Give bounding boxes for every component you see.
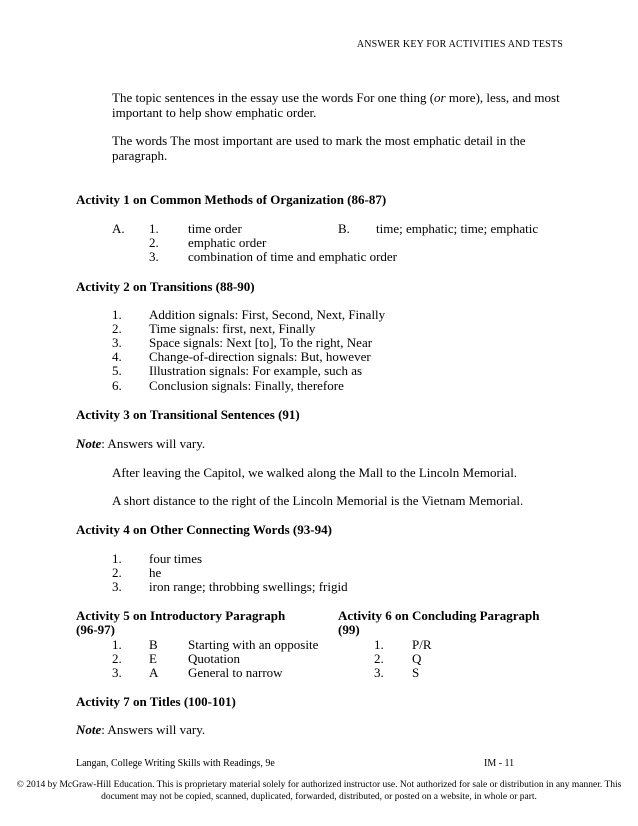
activity7-note	[76, 722, 205, 737]
footer-page-number: IM - 11	[484, 758, 515, 769]
activity3-heading: Activity 3 on Transitional Sentences (91)	[76, 407, 300, 422]
activity2-item-4-num: 4.	[112, 349, 122, 364]
activity2-item-3-num: 3.	[112, 335, 122, 350]
activity4-item-1-text: four times	[149, 551, 203, 566]
activity5-item-2-num: 2.	[112, 651, 122, 666]
intro-p1-end: more), less, and most important to help show emphatic order.	[112, 90, 560, 120]
activity5-item-3-letter: A	[149, 665, 159, 680]
activity2-item-5-text: Illustration signals: For example, such as	[149, 363, 363, 378]
activity6-heading-line2: (99)	[338, 622, 360, 637]
activity2-item-2-num: 2.	[112, 321, 122, 336]
activity4-heading: Activity 4 on Other Connecting Words (93-94)	[76, 522, 332, 537]
activity1-item-2-num: 2.	[149, 235, 159, 250]
activity1-a-letter: A.	[112, 221, 125, 236]
activity1-b-letter: B.	[338, 221, 350, 236]
activity5-item-1-num: 1.	[112, 637, 122, 652]
activity4-item-2-text: he	[149, 565, 162, 580]
activity3-sentence-1: After leaving the Capitol, we walked along the Mall to the Lincoln Memorial.	[112, 465, 518, 480]
activity6-item-3-text: S	[412, 665, 420, 680]
activity5-item-1-letter: B	[149, 637, 158, 652]
activity1-item-2-text: emphatic order	[188, 235, 267, 250]
activity2-heading: Activity 2 on Transitions (88-90)	[76, 279, 255, 294]
activity5-item-1-text: Starting with an opposite	[188, 637, 319, 652]
activity2-item-6-text: Conclusion signals: Finally, therefore	[149, 378, 344, 393]
page-header: ANSWER KEY FOR ACTIVITIES AND TESTS	[356, 39, 563, 50]
activity2-item-1-text: Addition signals: First, Second, Next, Finally	[149, 307, 386, 322]
activity1-heading: Activity 1 on Common Methods of Organization (86-87)	[76, 192, 387, 207]
activity3-note-label: Note	[76, 436, 102, 451]
footer-copyright: © 2014 by McGraw-Hill Education. This is proprietary material solely for authorized instructor use. Not authorized for sale or distribution in any manner. This document may not be copied, scanned, duplicated, forwarded, distributed, or posted on a website, in whole or part.	[16, 780, 622, 802]
activity7-heading: Activity 7 on Titles (100-101)	[76, 694, 236, 709]
activity6-item-1-num: 1.	[374, 637, 384, 652]
activity6-item-2-text: Q	[412, 651, 422, 666]
activity2-item-4-text: Change-of-direction signals: But, however	[149, 349, 371, 364]
activity3-sentence-2: A short distance to the right of the Lincoln Memorial is the Vietnam Memorial.	[112, 493, 524, 508]
activity3-note-text: : Answers will vary.	[101, 436, 206, 451]
activity2-item-1-num: 1.	[112, 307, 122, 322]
activity1-item-1-num: 1.	[149, 221, 159, 236]
activity5-heading-line2: (96-97)	[76, 622, 115, 637]
activity6-heading-line1: Activity 6 on Concluding Paragraph	[338, 608, 540, 623]
activity4-item-2-num: 2.	[112, 565, 122, 580]
footer-left: Langan, College Writing Skills with Readings, 9e	[76, 758, 275, 769]
activity1-item-3-num: 3.	[149, 249, 159, 264]
activity4-item-1-num: 1.	[112, 551, 122, 566]
activity6-item-3-num: 3.	[374, 665, 384, 680]
intro-paragraph-1	[112, 90, 572, 120]
activity1-item-1-text: time order	[188, 221, 242, 236]
activity5-heading-line1: Activity 5 on Introductory Paragraph	[76, 608, 286, 623]
intro-paragraph-2: The words The most important are used to mark the most emphatic detail in the paragraph.	[112, 133, 526, 163]
activity2-item-3-text: Space signals: Next [to], To the right, Near	[149, 335, 373, 350]
activity6-item-1-text: P/R	[412, 637, 432, 652]
activity2-item-5-num: 5.	[112, 363, 122, 378]
activity1-item-3-text: combination of time and emphatic order	[188, 249, 398, 264]
activity2-item-2-text: Time signals: first, next, Finally	[149, 321, 316, 336]
activity5-item-2-text: Quotation	[188, 651, 240, 666]
activity3-note	[76, 436, 205, 451]
intro-p1-start: The topic sentences in the essay use the words For one thing (	[112, 90, 435, 105]
activity7-note-text: : Answers will vary.	[101, 722, 206, 737]
activity4-item-3-num: 3.	[112, 579, 122, 594]
activity1-b-text: time; emphatic; time; emphatic	[376, 221, 539, 236]
activity5-item-3-num: 3.	[112, 665, 122, 680]
activity5-item-2-letter: E	[149, 651, 157, 666]
activity4-item-3-text: iron range; throbbing swellings; frigid	[149, 579, 348, 594]
intro-p1-italic: or	[434, 90, 446, 105]
activity2-item-6-num: 6.	[112, 378, 122, 393]
activity5-item-3-text: General to narrow	[188, 665, 283, 680]
activity7-note-label: Note	[76, 722, 102, 737]
activity6-item-2-num: 2.	[374, 651, 384, 666]
